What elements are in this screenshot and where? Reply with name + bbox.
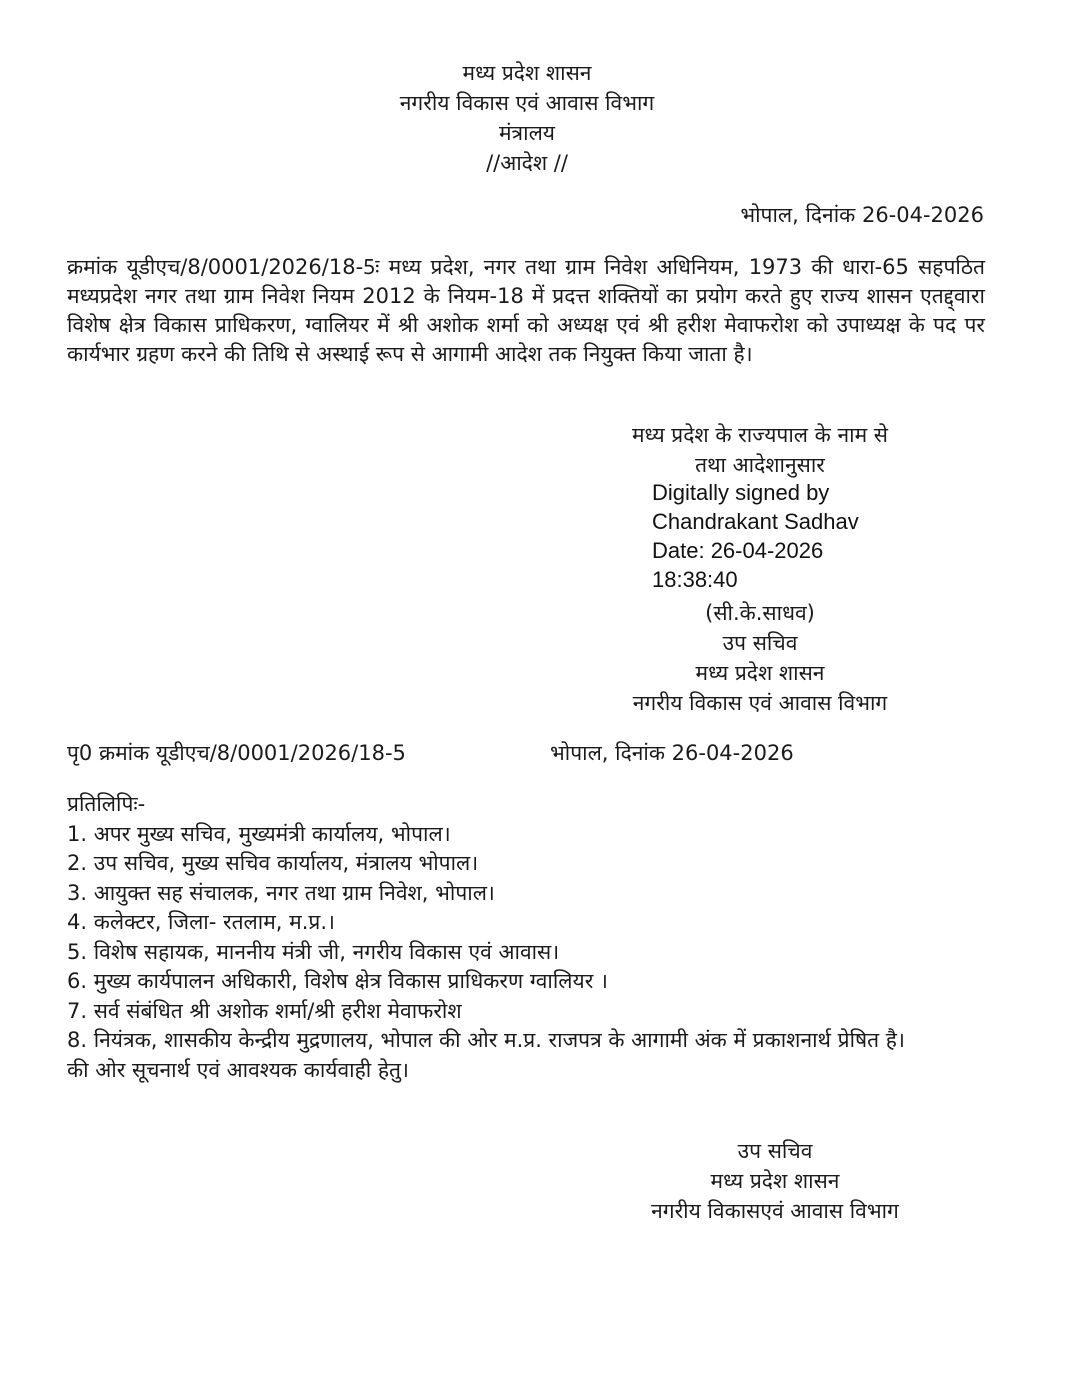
endorsement-place-date: भोपाल, दिनांक 26-04-2026 xyxy=(550,741,794,765)
copy-to-item: 5. विशेष सहायक, माननीय मंत्री जी, नगरीय विकास एवं आवास। xyxy=(67,939,560,964)
copy-to-item: 7. सर्व संबंधित श्री अशोक शर्मा/श्री हरीश मेवाफरोश xyxy=(67,998,462,1023)
ministry-name: मंत्रालय xyxy=(498,121,555,145)
officer-name: (सी.के.साधव) xyxy=(705,601,815,625)
copy-to-item: 4. कलेक्टर, जिला- रतलाम, म.प्र.। xyxy=(67,910,335,934)
officer-designation: उप सचिव xyxy=(722,631,798,655)
closing-government: मध्य प्रदेश शासन xyxy=(710,1169,840,1193)
copy-to-item: 3. आयुक्त सह संचालक, नगर तथा ग्राम निवेश, भोपाल। xyxy=(67,880,495,905)
endorsement-reference: पृ0 क्रमांक यूडीएच/8/0001/2026/18-5 xyxy=(67,741,406,765)
copy-to-item: 6. मुख्य कार्यपालन अधिकारी, विशेष क्षेत्र विकास प्राधिकरण ग्वालियर । xyxy=(67,969,608,993)
digital-signature-date: Date: 26-04-2026 xyxy=(652,538,824,563)
government-name: मध्य प्रदेश शासन xyxy=(462,61,592,85)
department-name: नगरीय विकास एवं आवास विभाग xyxy=(399,91,655,115)
digital-signature-block xyxy=(652,478,859,594)
closing-department: नगरीय विकासएवं आवास विभाग xyxy=(651,1199,899,1223)
officer-block xyxy=(590,598,930,718)
signatory-line-2: तथा आदेशानुसार xyxy=(695,453,825,477)
copy-to-section xyxy=(67,790,967,1085)
digital-signature-time: 18:38:40 xyxy=(652,567,738,592)
order-title: //आदेश // xyxy=(486,151,568,175)
officer-government: मध्य प्रदेश शासन xyxy=(695,661,825,685)
copy-to-item: 2. उप सचिव, मुख्य सचिव कार्यालय, मंत्रालय भोपाल। xyxy=(67,851,479,875)
order-place-date: भोपाल, दिनांक 26-04-2026 xyxy=(740,203,984,227)
closing-designation: उप सचिव xyxy=(737,1139,813,1163)
document-header xyxy=(0,58,1054,178)
copy-to-item: 1. अपर मुख्य सचिव, मुख्यमंत्री कार्यालय, भोपाल। xyxy=(67,821,451,846)
closing-signatory xyxy=(600,1136,950,1226)
digital-signature-name: Chandrakant Sadhav xyxy=(652,509,859,534)
order-body-text: क्रमांक यूडीएच/8/0001/2026/18-5ः मध्य प्रदेश, नगर तथा ग्राम निवेश अधिनियम, 1973 की धारा-65 सहपठित मध्यप्रदेश नगर तथा ग्राम निवेश नियम 2012 के नियम-18 में प्रदत्त शक्तियों का प्रयोग करते हुए राज्य शासन एतद्द्वारा विशेष क्षेत्र विकास प्राधिकरण, ग्वालियर में श्री अशोक शर्मा को अध्यक्ष एवं श्री हरीश मेवाफरोश को उपाध्यक्ष के पद पर कार्यभार ग्रहण करने की तिथि से अस्थाई रूप से आगामी आदेश तक नियुक्त किया जाता है। xyxy=(67,255,985,366)
copy-to-item: 8. नियंत्रक, शासकीय केन्द्रीय मुद्रणालय, भोपाल की ओर म.प्र. राजपत्र के आगामी अंक में प्रकाशनार्थ प्रेषित है। xyxy=(67,1028,905,1052)
signatory-line-1: मध्य प्रदेश के राज्यपाल के नाम से xyxy=(632,423,888,447)
copy-to-heading: प्रतिलिपिः- xyxy=(67,792,146,816)
officer-department: नगरीय विकास एवं आवास विभाग xyxy=(632,691,888,715)
signatory-authority xyxy=(590,420,930,480)
digital-signature-label: Digitally signed by xyxy=(652,480,830,505)
copy-to-closing-note: की ओर सूचनार्थ एवं आवश्यक कार्यवाही हेतु। xyxy=(67,1057,409,1082)
